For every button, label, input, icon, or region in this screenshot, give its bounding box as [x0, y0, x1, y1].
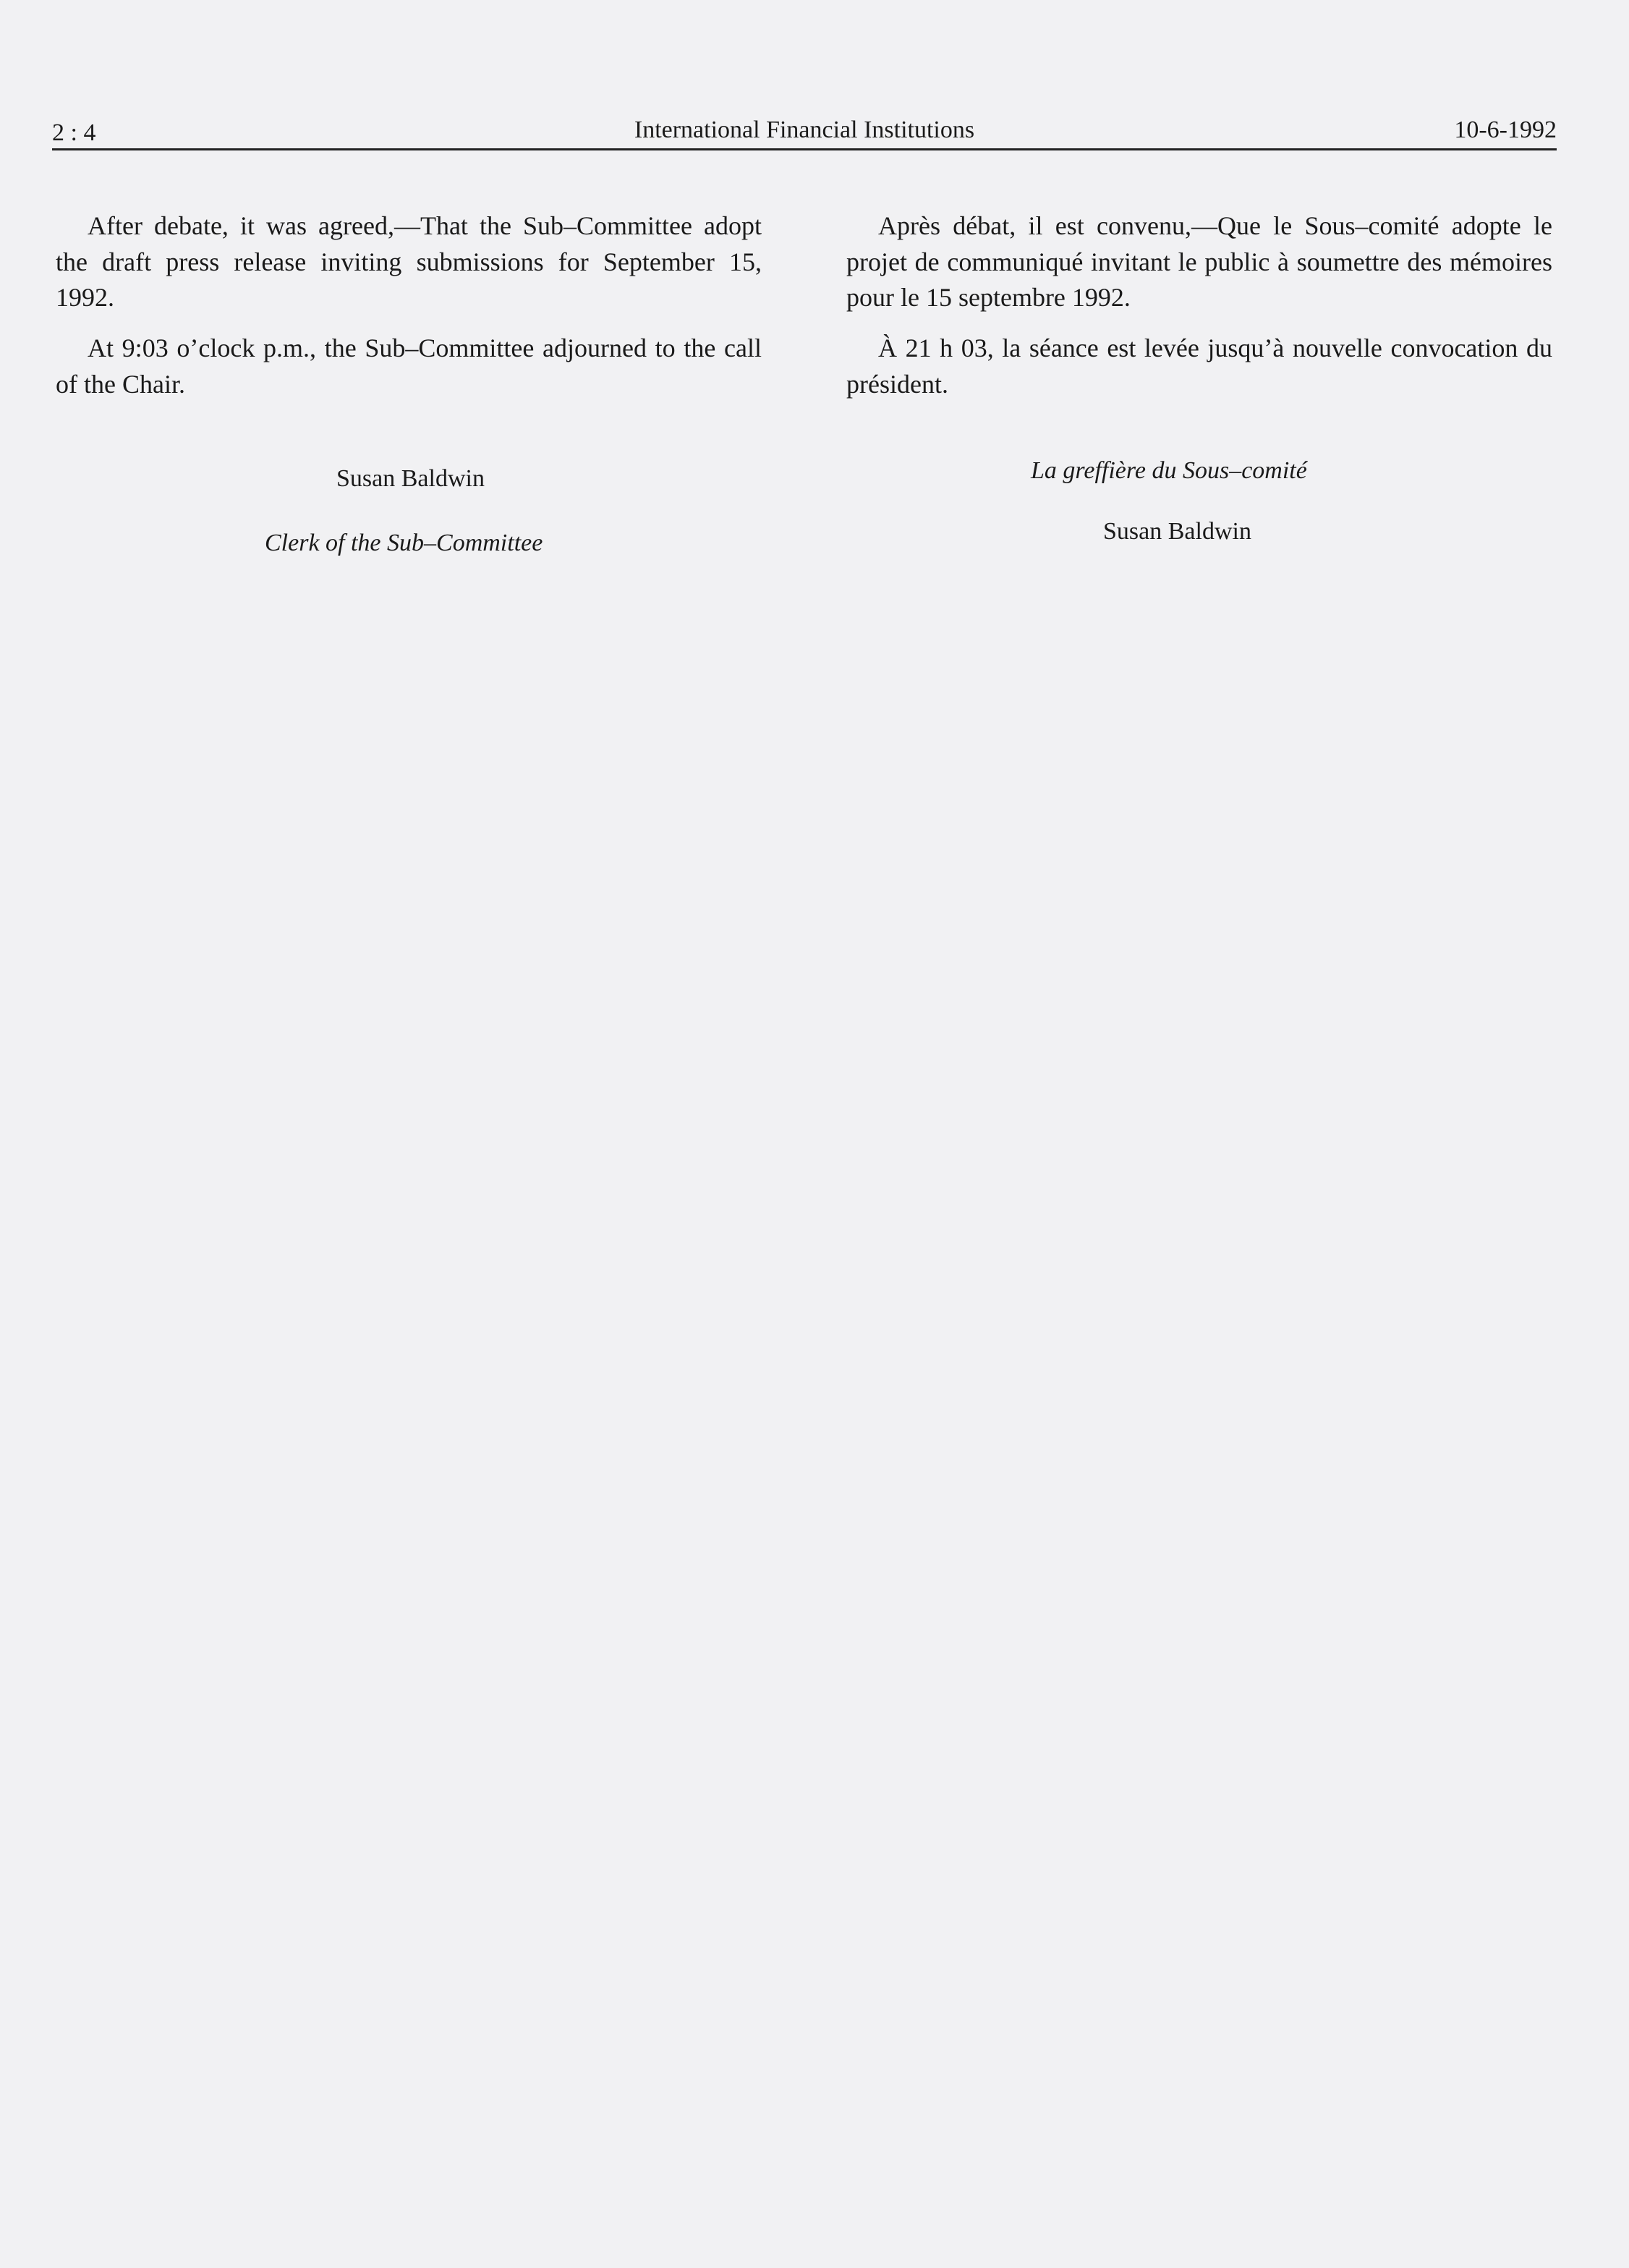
minutes-paragraph: After debate, it was agreed,—That the Sub–Committee adopt the draft press release inviting submissions for September 15, 1992. [56, 211, 762, 313]
french-column [846, 208, 1552, 417]
english-column [56, 208, 762, 417]
minutes-paragraph: At 9:03 o’clock p.m., the Sub–Committee adjourned to the call of the Chair. [56, 334, 762, 399]
signature-name-fr: Susan Baldwin [1103, 518, 1251, 545]
signature-title-fr: La greffière du Sous–comité [1031, 457, 1307, 484]
page-header [52, 112, 1557, 150]
signature-title-en: Clerk of the Sub–Committee [265, 530, 543, 556]
bleed-through-texture [839, 376, 1548, 2112]
header-date: 10-6-1992 [1454, 116, 1557, 143]
running-title: International Financial Institutions [634, 116, 975, 143]
minutes-paragraph: Après débat, il est convenu,—Que le Sous–comité adopte le projet de communiqué invitant le public à soumettre des mémoires pour le 15 septembre 1992. [846, 211, 1552, 313]
minutes-paragraph: À 21 h 03, la séance est levée jusqu’à nouvelle convocation du président. [846, 334, 1552, 399]
page-number: 2 : 4 [52, 119, 96, 146]
signature-name-en: Susan Baldwin [336, 465, 485, 492]
